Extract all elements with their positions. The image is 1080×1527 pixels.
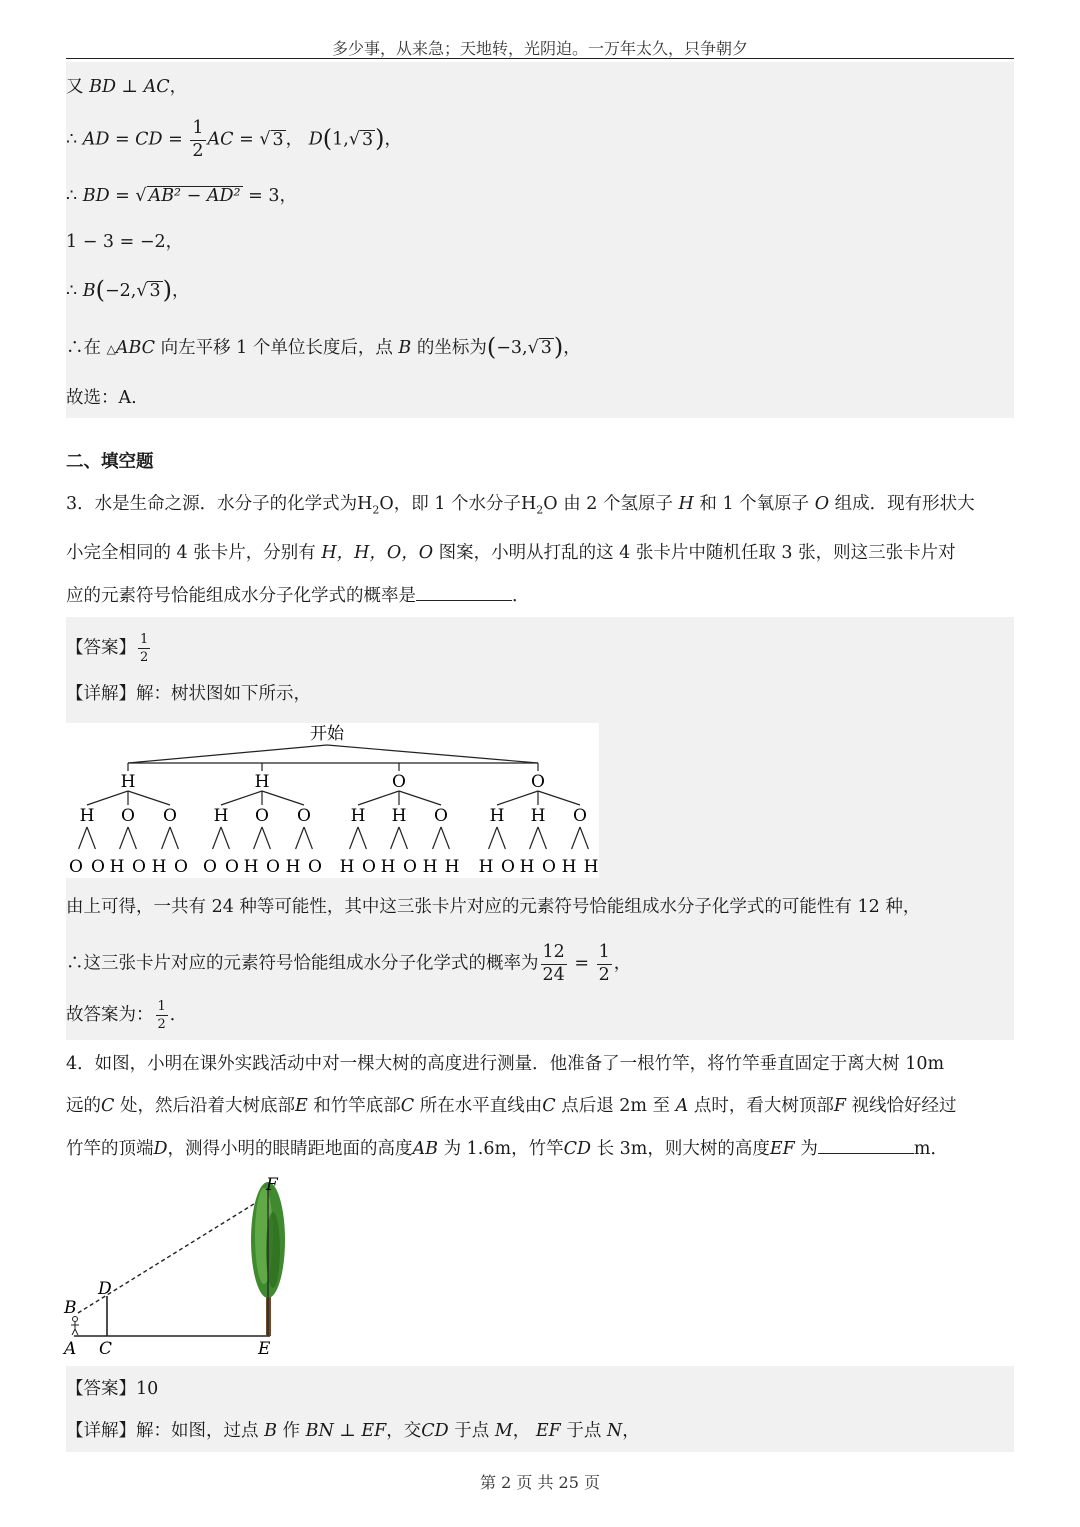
prev-line-4: 1 − 3 = −2， [66,232,184,252]
tree-branch [262,827,270,849]
tree-root: 开始 [310,724,344,744]
q3-conclusion-1: 由上可得，一共有 24 种等可能性，其中这三张卡片对应的元素符号恰能组成水分子化学式的可能性有 12 种， [66,897,921,917]
tree-node-l1: H [254,772,270,792]
tree-node-l2: H [350,806,366,826]
prev-line-3: ∴ BD = √ AB² − AD² = 3， [66,186,297,206]
tree-branch [497,827,505,849]
tree-branch [572,827,580,849]
tree-branch [87,791,128,805]
header-rule [66,58,1014,59]
q4-line-2: 远的C 处，然后沿着大树底部E 和竹竿底部C 所在水平直线由C 点后退 2m 至 A 点时，看大树顶部F 视线恰好经过 [66,1096,957,1116]
tree-node-l3: H [380,857,396,877]
label-A: A [64,1339,77,1359]
tree-branch [538,827,546,849]
tree-node-l3: H [109,857,125,877]
tree-node-l3: O [362,857,376,877]
tree-node-l3: H [478,857,494,877]
solution-block-prev [66,62,1014,418]
tree-branch [79,827,87,849]
q3-answer: 【答案】 $\frac{1}{2}$ [66,632,149,665]
label-B: B [64,1298,77,1318]
q3-line-3: 应的元素符号恰能组成水分子化学式的概率是 ． [66,586,530,606]
tree-branch [391,827,399,849]
tree-branch [433,827,441,849]
tree-branch [580,827,588,849]
tree-icon [251,1182,285,1336]
label-F: F [266,1175,278,1195]
tree-branch [221,827,229,849]
tree-branch [350,827,358,849]
section-title: 二、填空题 [66,452,154,472]
tree-branch [128,791,170,805]
tree-node-l2: O [297,806,311,826]
tree-node-l3: H [444,857,460,877]
tree-node-l3: O [501,857,515,877]
tree-node-l3: H [151,857,167,877]
tree-node-l2: O [434,806,448,826]
tree-node-l3: O [542,857,556,877]
tree-node-l3: H [583,857,599,877]
tree-branch [128,827,136,849]
tree-node-l2: H [213,806,229,826]
tree-node-l3: H [243,857,259,877]
tree-node-l2: H [489,806,505,826]
q3-conclusion-2: ∴这三张卡片对应的元素符号恰能组成水分子化学式的概率为 $\frac{12}{24}$ = $\frac{1}{2}$ ， [66,942,632,985]
tree-node-l3: H [422,857,438,877]
tree-branch [262,791,304,805]
tree-branch [489,827,497,849]
prev-line-2: ∴ AD = CD = $\frac{1}{2}$ AC = √ 3 ， D(1,√ 3)， [66,118,403,161]
tree-branch [530,827,538,849]
tree-node-l3: H [561,857,577,877]
tree-branch [399,791,441,805]
tree-node-l3: O [132,857,146,877]
tree-node-l3: O [91,857,105,877]
tree-branch [254,827,262,849]
tree-branch [538,791,580,805]
prev-line-6: ∴在 △ABC 向左平移 1 个单位长度后，点 B 的坐标为(−3,√ 3)， [66,333,581,361]
answer-blank-q4 [818,1137,914,1154]
tree-node-l3: O [69,857,83,877]
tree-branch [120,827,128,849]
tree-node-l3: O [403,857,417,877]
tree-node-l3: O [308,857,322,877]
tree-branch [221,791,262,805]
tree-diagram [66,723,599,878]
tree-node-l3: H [519,857,535,877]
page-header: 多少事，从来急；天地转，光阴迫。一万年太久，只争朝夕 [331,39,748,58]
tree-branch [497,791,538,805]
tree-node-l1: H [120,772,136,792]
tree-node-l2: H [391,806,407,826]
q3-line-1: 3．水是生命之源．水分子的化学式为$H_2O$，即 1 个水分子$H_2O$ 由 2 个氢原子 H 和 1 个氧原子 O 组成．现有形状大 [66,494,975,517]
tree-branch [399,827,407,849]
q3-conclusion-3: 故答案为： $\frac{1}{2}$ ． [66,999,188,1032]
tree-node-l2: O [255,806,269,826]
tree-node-l1: O [531,772,545,792]
person-icon [71,1317,79,1336]
tree-branch [128,745,327,763]
tree-node-l2: H [79,806,95,826]
prev-line-7: 故选：A. [66,388,137,408]
tree-node-l2: O [573,806,587,826]
label-D: D [98,1279,112,1299]
tree-node-l3: O [174,857,188,877]
q4-detail: 【详解】解：如图，过点 B 作 BN ⊥ EF，交CD 于点 M， EF 于点 N， [66,1421,640,1441]
tree-branch [304,827,312,849]
label-C: C [99,1339,113,1359]
tree-node-l3: O [225,857,239,877]
tree-node-l2: O [163,806,177,826]
prev-line-5: ∴ B(−2,√ 3)， [66,276,190,304]
tree-node-l1: O [392,772,406,792]
q4-line-1: 4．如图，小明在课外实践活动中对一棵大树的高度进行测量．他准备了一根竹竿，将竹竿垂直固定于离大树 10m [66,1054,945,1074]
tree-branch [162,827,170,849]
tree-node-l3: O [266,857,280,877]
q4-answer: 【答案】10 [66,1379,159,1399]
tree-node-l2: O [121,806,135,826]
tree-branch [296,827,304,849]
tree-measurement-figure [60,1170,300,1362]
tree-branch [327,745,538,763]
tree-branch [358,827,366,849]
q3-line-2: 小完全相同的 4 张卡片，分别有 H，H，O，O 图案，小明从打乱的这 4 张卡片中随机任取 3 张，则这三张卡片对 [66,543,956,563]
page-footer: 第 2 页 共 25 页 [480,1473,600,1492]
tree-node-l2: H [530,806,546,826]
q4-line-3: 竹竿的顶端D，测得小明的眼睛距地面的高度AB 为 1.6m，竹竿CD 长 3m，则大树的高度EF 为 m． [66,1139,948,1159]
prev-line-1: 又 BD ⊥ AC， [66,77,188,97]
answer-blank [416,584,512,601]
q3-detail: 【详解】解：树状图如下所示， [66,684,311,704]
tree-branch [213,827,221,849]
tree-branch [87,827,95,849]
tree-node-l3: H [285,857,301,877]
fraction-one-half: $\frac{1}{2}$ [192,118,204,161]
tree-branch [170,827,178,849]
tree-node-l3: H [339,857,355,877]
tree-branch [358,791,399,805]
label-E: E [258,1339,271,1359]
tree-branch [441,827,449,849]
tree-node-l3: O [203,857,217,877]
